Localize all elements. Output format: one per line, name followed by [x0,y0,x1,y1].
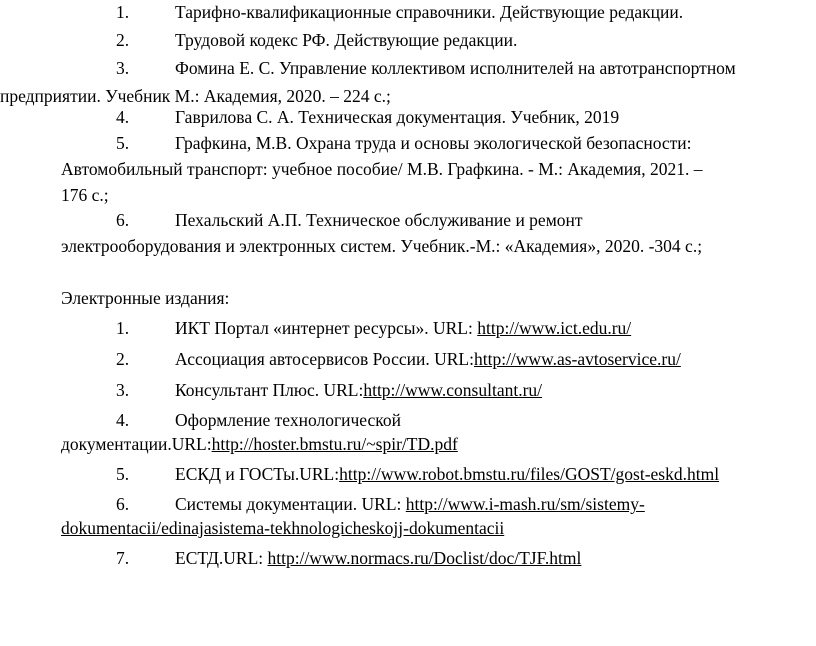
item-number: 3. [116,380,130,400]
item-url-link[interactable]: http://hoster.bmstu.ru/~spir/TD.pdf [211,434,458,454]
item-url-link[interactable]: http://www.normacs.ru/Doclist/doc/TJF.html [267,548,582,568]
item-number: 5. [116,133,130,153]
item-url-link[interactable]: http://www.consultant.ru/ [363,380,543,400]
item-text: ИКТ Портал «интернет ресурсы». URL: [175,318,478,338]
item-line-continuation [61,432,458,456]
item-line [175,492,645,516]
item-text: Системы документации. URL: [175,494,406,514]
item-text-continuation: электрооборудования и электронных систем. Учебник.-М.: «Академия», 2020. -304 с.; [61,236,703,256]
item-text: ЕСТД.URL: [175,548,268,568]
item-url-link[interactable]: http://www.i-mash.ru/sm/sistemy- [405,494,645,514]
item-line [175,546,581,570]
item-url-link[interactable]: http://www.robot.bmstu.ru/files/GOST/gost-eskd.html [339,464,720,484]
electronic-editions-heading: Электронные издания: [61,288,230,308]
item-number: 2. [116,349,130,369]
item-text: Оформление технологической [175,410,402,430]
item-text: Фомина Е. С. Управление коллективом исполнителей на автотранспортном [175,58,736,78]
item-number: 3. [116,58,130,78]
item-url-link[interactable]: http://www.ict.edu.ru/ [477,318,632,338]
item-number: 5. [116,464,130,484]
item-line [175,316,631,340]
item-number: 1. [116,318,130,338]
item-text: Трудовой кодекс РФ. Действующие редакции. [175,30,518,50]
item-text: Графкина, М.В. Охрана труда и основы экологической безопасности: [175,133,692,153]
item-text: Пехальский А.П. Техническое обслуживание и ремонт [175,210,583,230]
item-number: 7. [116,548,130,568]
item-text-continuation: документации.URL: [61,434,212,454]
item-text: Гаврилова С. А. Техническая документация. Учебник, 2019 [175,107,620,127]
item-text-continuation: Автомобильный транспорт: учебное пособие/ М.В. Графкина. - М.: Академия, 2021. – [61,159,703,179]
item-text-continuation: 176 с.; [61,185,109,205]
item-line [175,462,719,486]
item-text: Ассоциация автосервисов России. URL: [175,349,474,369]
item-url-link-continuation[interactable]: dokumentacii/edinajasistema-tekhnologicheskojj-dokumentacii [61,518,505,538]
item-line [175,378,542,402]
item-number: 2. [116,30,130,50]
item-number: 1. [116,2,130,22]
item-text: Консультант Плюс. URL: [175,380,364,400]
item-number: 6. [116,210,130,230]
item-number: 4. [116,410,130,430]
item-text: ЕСКД и ГОСТы.URL: [175,464,340,484]
item-number: 6. [116,494,130,514]
item-number: 4. [116,107,130,127]
item-line [175,347,681,371]
item-text: Тарифно-квалификационные справочники. Действующие редакции. [175,2,684,22]
item-url-link[interactable]: http://www.as-avtoservice.ru/ [473,349,681,369]
item-text-continuation: предприятии. Учебник М.: Академия, 2020. – 224 с.; [0,86,391,106]
